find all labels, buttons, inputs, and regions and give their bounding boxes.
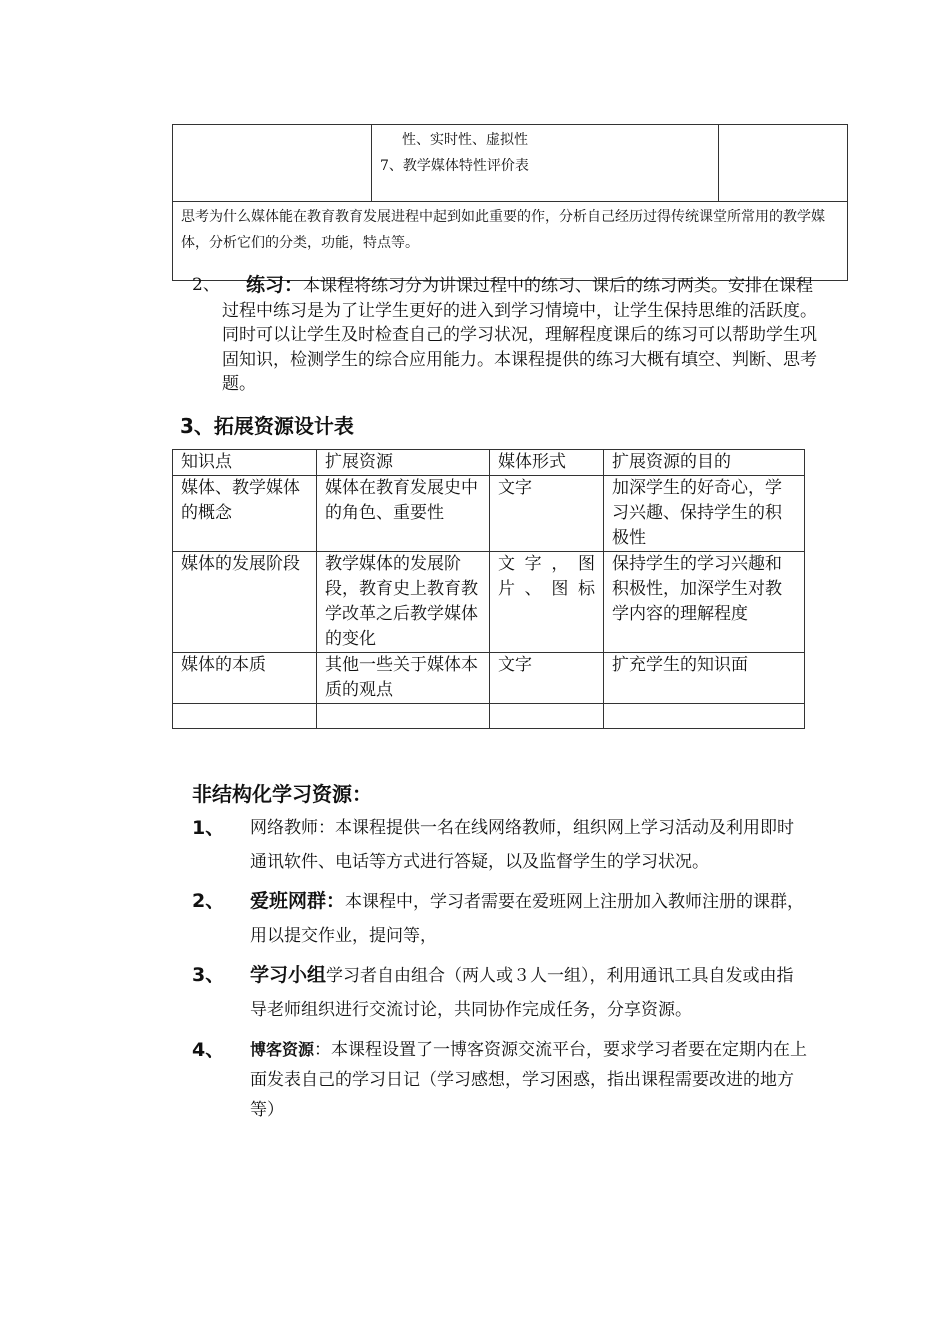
table-row	[173, 202, 848, 281]
list-item	[192, 1035, 808, 1125]
table-cell: 文字	[490, 476, 604, 552]
practice-label: 练习：	[246, 274, 304, 296]
table-cell: 媒体在教育发展史中的角色、重要性	[317, 476, 490, 552]
list-item	[192, 958, 808, 1027]
table-cell	[719, 125, 848, 202]
table-row	[173, 704, 805, 729]
table-cell	[173, 704, 317, 729]
table-row	[173, 476, 805, 552]
table-cell	[173, 125, 372, 202]
column-header: 扩展资源的目的	[604, 450, 805, 476]
column-header: 扩展资源	[317, 450, 490, 476]
item-text: ：本课程设置了一博客资源交流平台，要求学习者要在定期内在上面发表自己的学习日记（学习感想，学习困惑，指出课程需要改进的地方等）	[250, 1040, 808, 1120]
list-item	[192, 811, 808, 879]
item-text: 学习者自由组合（两人或３人一组），利用通讯工具自发或由指导老师组织进行交流讨论，共同协作完成任务，分享资源。	[250, 966, 794, 1020]
item-label: 博客资源	[250, 1040, 315, 1059]
section-heading: 3、拓展资源设计表	[180, 414, 354, 438]
table-cell: 其他一些关于媒体本质的观点	[317, 653, 490, 704]
practice-text: 本课程将练习分为讲课过程中的练习、课后的练习两类。安排在课程过程中练习是为了让学生更好的进入到学习情境中，让学生保持思维的活跃度。同时可以让学生及时检查自己的学习状况，理解程度课后的练习可以帮助学生巩固知识，检测学生的综合应用能力。本课程提供的练习大概有填空、判断、思考题。	[222, 276, 817, 394]
item-number: 4、	[192, 1039, 225, 1061]
unstructured-title: 非结构化学习资源：	[192, 782, 372, 806]
column-header: 媒体形式	[490, 450, 604, 476]
table-cell: 加深学生的好奇心，学习兴趣、保持学生的积极性	[604, 476, 805, 552]
table-cell	[317, 704, 490, 729]
table-cell: 文字	[490, 653, 604, 704]
cell-line: 7、教学媒体特性评价表	[380, 158, 529, 174]
table-header-row	[173, 450, 805, 476]
item-number: 1、	[192, 817, 225, 839]
table-cell	[490, 704, 604, 729]
table-cell: 教学媒体的发展阶段，教育史上教育教学改革之后教学媒体的变化	[317, 552, 490, 653]
table-cell: 媒体、教学媒体的概念	[173, 476, 317, 552]
table-row	[173, 653, 805, 704]
table-row	[173, 125, 848, 202]
reflection-cell: 思考为什么媒体能在教育教育发展进程中起到如此重要的作，分析自己经历过得传统课堂所常用的教学媒体，分析它们的分类，功能，特点等。	[173, 202, 848, 281]
item-text: 本课程中，学习者需要在爱班网上注册加入教师注册的课群，用以提交作业，提问等，	[250, 892, 805, 946]
table-cell: 媒体的本质	[173, 653, 317, 704]
table-cell: 文字，图片、图标	[490, 552, 604, 653]
table-cell: 媒体的发展阶段	[173, 552, 317, 653]
item-number: 2、	[192, 890, 225, 912]
item-number: 3、	[192, 964, 225, 986]
column-header: 知识点	[173, 450, 317, 476]
top-table	[172, 124, 848, 281]
extended-resources-table	[172, 449, 805, 729]
item-label: 爱班网群：	[250, 890, 346, 912]
table-cell	[604, 704, 805, 729]
practice-number: 2、	[192, 275, 220, 295]
table-cell	[372, 125, 719, 202]
item-text: 网络教师：本课程提供一名在线网络教师，组织网上学习活动及利用即时通讯软件、电话等方式进行答疑，以及监督学生的学习状况。	[250, 818, 794, 872]
practice-paragraph	[186, 273, 826, 397]
item-label: 学习小组	[250, 964, 327, 986]
table-cell: 扩充学生的知识面	[604, 653, 805, 704]
cell-line: 性、实时性、虚拟性	[402, 132, 528, 148]
table-cell: 保持学生的学习兴趣和积极性，加深学生对教学内容的理解程度	[604, 552, 805, 653]
table-row	[173, 552, 805, 653]
list-item	[192, 884, 808, 953]
